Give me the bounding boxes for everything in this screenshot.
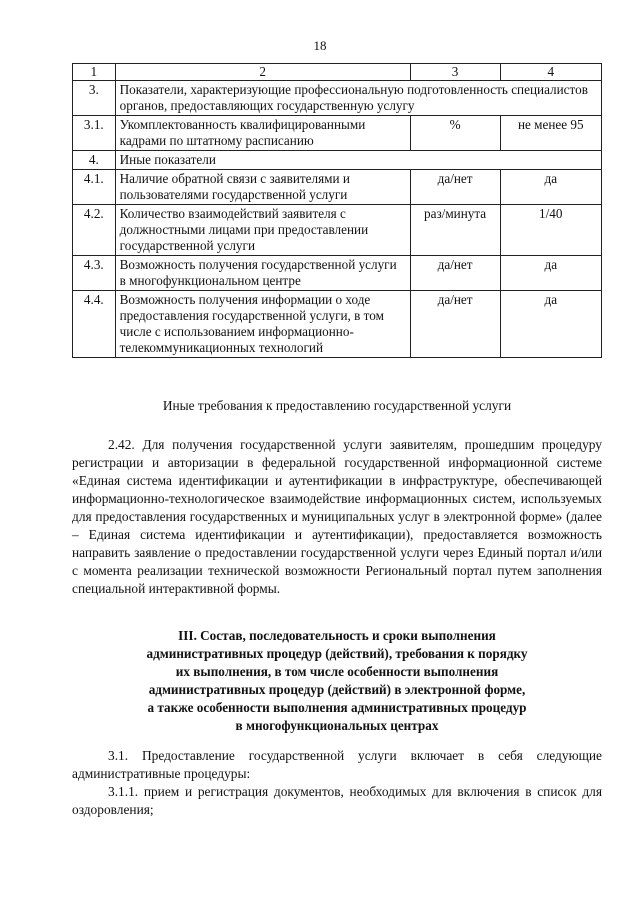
table-row [73, 151, 602, 170]
indicators-table [72, 63, 602, 358]
row-value-cell: 1/40 [500, 205, 601, 256]
row-unit-cell: да/нет [410, 291, 500, 358]
chapter-heading-line: их выполнения, в том числе особенности выполнения [175, 664, 499, 679]
table-row [73, 256, 602, 291]
chapter-heading-line: в многофункциональных центрах [235, 718, 439, 733]
paragraph-3-1: 3.1. Предоставление государственной услуги включает в себя следующие административные процедуры: [72, 748, 602, 781]
row-value-cell: да [500, 291, 601, 358]
row-text-cell: Наличие обратной связи с заявителями и пользователями государственной услуги [115, 170, 410, 205]
row-number-cell: 4.3. [73, 256, 116, 291]
chapter-heading-line: административных процедур (действий), требования к порядку [146, 646, 528, 661]
row-text-cell: Возможность получения информации о ходе предоставления государственной услуги, в том числе с использованием информационно-телекоммуникационных технологий [115, 291, 410, 358]
row-text-cell: Возможность получения государственной услуги в многофункциональном центре [115, 256, 410, 291]
row-value-cell: да [500, 256, 601, 291]
row-number-cell: 3. [73, 81, 116, 116]
table-row [73, 205, 602, 256]
indicators-table-body [73, 64, 602, 358]
row-number-cell: 4.2. [73, 205, 116, 256]
paragraph-2-42: 2.42. Для получения государственной услуги заявителям, прошедшим процедуру регистрации и авторизации в федеральной государственной информационной системе «Единая система идентификации и аутентификации в инфраструктуре, обеспечивающей информационно-технологическое взаимодействие информационных систем, используемых для предоставления государственных и муниципальных услуг в электронной форме» (далее – Единая система идентификации и аутентификации), предоставляется возможность направить заявление о предоставлении государственной услуги через Единый портал и/или с момента реализации технической возможности Региональный портал путем заполнения специальной интерактивной формы. [72, 437, 602, 596]
row-text-cell: Показатели, характеризующие профессиональную подготовленность специалистов органов, предоставляющих государственную услугу [115, 81, 601, 116]
header-cell-4: 4 [500, 64, 601, 81]
page-number: 18 [313, 38, 327, 53]
chapter-heading-line: а также особенности выполнения административных процедур [147, 700, 527, 715]
row-number-cell: 3.1. [73, 116, 116, 151]
section-caption: Иные требования к предоставлению государственной услуги [162, 398, 512, 413]
chapter-heading-line: III. Состав, последовательность и сроки выполнения [178, 628, 496, 643]
row-unit-cell: да/нет [410, 170, 500, 205]
row-number-cell: 4.1. [73, 170, 116, 205]
row-value-cell: да [500, 170, 601, 205]
table-row [73, 81, 602, 116]
row-unit-cell: раз/минута [410, 205, 500, 256]
header-cell-3: 3 [410, 64, 500, 81]
row-text-cell: Количество взаимодействий заявителя с должностными лицами при предоставлении государственной услуги [115, 205, 410, 256]
header-cell-2: 2 [115, 64, 410, 81]
row-number-cell: 4.4. [73, 291, 116, 358]
paragraph-3-1-1: 3.1.1. прием и регистрация документов, необходимых для включения в список для оздоровления; [72, 784, 602, 817]
row-text-cell: Укомплектованность квалифицированными кадрами по штатному расписанию [115, 116, 410, 151]
row-number-cell: 4. [73, 151, 116, 170]
chapter-heading [72, 627, 602, 735]
row-unit-cell: да/нет [410, 256, 500, 291]
table-header-row [73, 64, 602, 81]
row-unit-cell: % [410, 116, 500, 151]
header-cell-1: 1 [73, 64, 116, 81]
row-value-cell: не менее 95 [500, 116, 601, 151]
table-row [73, 170, 602, 205]
row-text-cell: Иные показатели [115, 151, 601, 170]
chapter-heading-line: административных процедур (действий) в электронной форме, [148, 682, 526, 697]
table-row [73, 291, 602, 358]
table-row [73, 116, 602, 151]
